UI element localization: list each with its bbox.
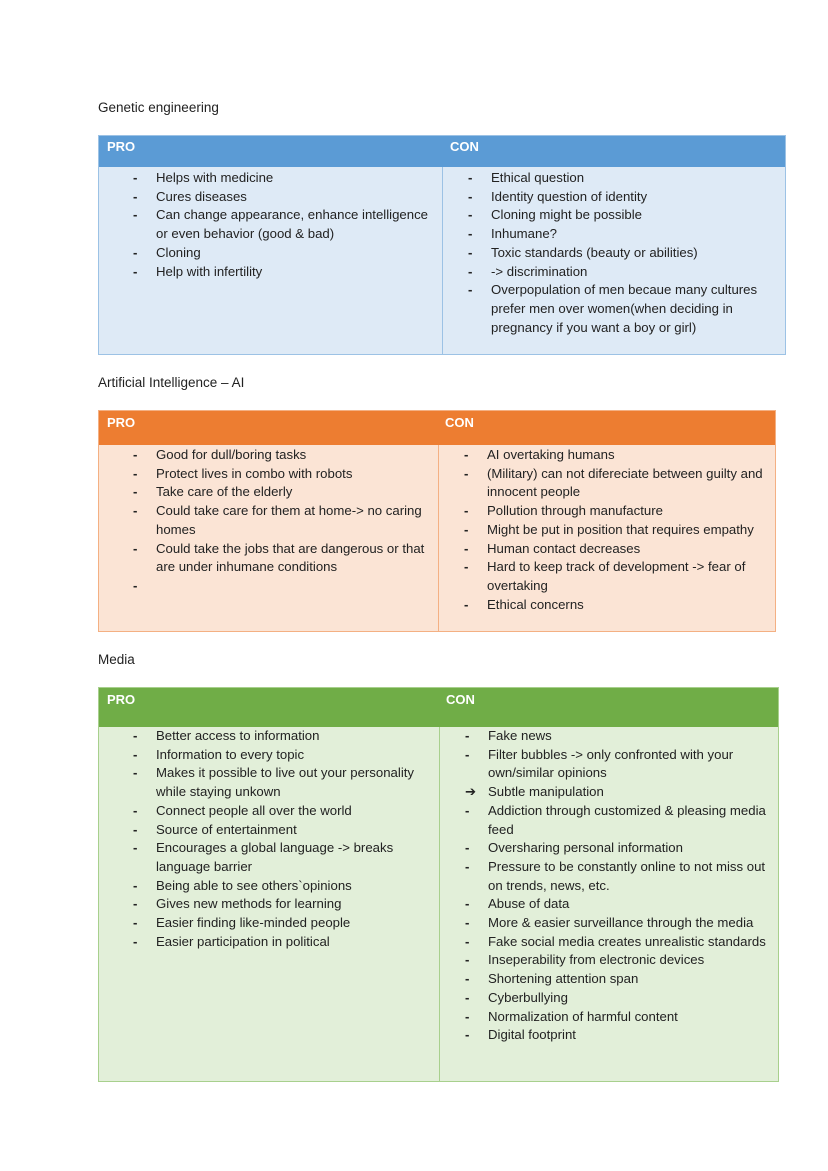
list-item-text: Can change appearance, enhance intelligence or even behavior (good & bad) xyxy=(156,207,429,242)
pro-list-item xyxy=(99,465,438,484)
arrow-bullet-icon: ➔ xyxy=(465,784,477,800)
dash-bullet-icon: - xyxy=(133,765,138,781)
dash-bullet-icon: - xyxy=(133,263,138,279)
con-list-item xyxy=(434,206,785,225)
con-list-item xyxy=(430,596,775,615)
dash-bullet-icon: - xyxy=(465,989,470,1005)
con-list-item xyxy=(430,521,775,540)
pro-list-item xyxy=(99,502,438,539)
section-title-genetic: Genetic engineering xyxy=(98,100,219,115)
table-genetic-engineering xyxy=(98,135,786,355)
con-list-item xyxy=(431,1026,778,1045)
list-item-text: Shortening attention span xyxy=(488,971,639,987)
list-item-text: Connect people all over the world xyxy=(156,802,352,818)
con-list-item xyxy=(434,225,785,244)
pro-list-item xyxy=(99,746,439,765)
list-item-text: Gives new methods for learning xyxy=(156,896,342,912)
con-list-item xyxy=(430,540,775,559)
dash-bullet-icon: - xyxy=(133,728,138,743)
dash-bullet-icon: - xyxy=(133,188,138,204)
pro-list-item xyxy=(99,933,439,952)
dash-bullet-icon: - xyxy=(465,933,470,949)
con-list-item xyxy=(431,914,778,933)
con-list-item xyxy=(434,169,785,188)
dash-bullet-icon: - xyxy=(465,915,470,931)
dash-bullet-icon: - xyxy=(133,170,138,185)
table-header xyxy=(99,411,775,445)
pro-list-item xyxy=(99,446,438,465)
list-item-text: Cures diseases xyxy=(156,188,247,204)
dash-bullet-icon: - xyxy=(468,244,473,260)
dash-bullet-icon: - xyxy=(465,728,470,743)
dash-bullet-icon: - xyxy=(464,596,469,612)
con-list-item xyxy=(430,558,775,595)
list-item-text: Encourages a global language -> breaks language barrier xyxy=(156,840,394,874)
list-item-text: -> discrimination xyxy=(491,263,588,279)
list-item-text: Pollution through manufacture xyxy=(487,503,663,519)
con-header: CON xyxy=(445,415,474,430)
pro-list-item xyxy=(99,244,442,263)
list-item-text: Inseperability from electronic devices xyxy=(488,952,705,968)
dash-bullet-icon: - xyxy=(468,170,473,185)
list-item-text: Inhumane? xyxy=(491,226,557,242)
list-item-text: Toxic standards (beauty or abilities) xyxy=(491,244,698,260)
list-item-text: Pressure to be constantly online to not miss out on trends, news, etc. xyxy=(488,858,766,893)
pro-header: PRO xyxy=(107,692,136,707)
dash-bullet-icon: - xyxy=(133,447,138,462)
con-list-item xyxy=(431,783,778,802)
list-item-text: Fake social media creates unrealistic standards xyxy=(488,933,766,949)
con-list-item xyxy=(430,446,775,465)
dash-bullet-icon: - xyxy=(464,465,469,481)
dash-bullet-icon: - xyxy=(464,559,469,575)
con-list-item xyxy=(431,1008,778,1027)
con-list-item xyxy=(431,951,778,970)
dash-bullet-icon: - xyxy=(133,821,138,837)
dash-bullet-icon: - xyxy=(465,1008,470,1024)
pro-list-item xyxy=(99,895,439,914)
con-list-item xyxy=(434,281,785,337)
list-item-text: Easier finding like-minded people xyxy=(156,915,351,931)
pro-header: PRO xyxy=(107,139,136,154)
dash-bullet-icon: - xyxy=(133,840,138,856)
list-item-text: Take care of the elderly xyxy=(156,484,293,500)
dash-bullet-icon: - xyxy=(133,915,138,931)
dash-bullet-icon: - xyxy=(465,1027,470,1043)
list-item-text: Helps with medicine xyxy=(156,170,274,185)
pro-list-item xyxy=(99,540,438,577)
dash-bullet-icon: - xyxy=(468,188,473,204)
con-list-item xyxy=(431,895,778,914)
dash-bullet-icon: - xyxy=(464,540,469,556)
dash-bullet-icon: - xyxy=(465,896,470,912)
dash-bullet-icon: - xyxy=(133,933,138,949)
list-item-text: Human contact decreases xyxy=(487,540,641,556)
con-list-item xyxy=(431,989,778,1008)
list-item-text: (Military) can not difereciate between guilty and innocent people xyxy=(487,465,763,500)
con-column xyxy=(439,727,778,1081)
list-item-text: More & easier surveillance through the media xyxy=(488,915,754,931)
con-list-item xyxy=(431,933,778,952)
list-item-text: Help with infertility xyxy=(156,263,263,279)
con-list-item xyxy=(434,263,785,282)
dash-bullet-icon: - xyxy=(465,746,470,762)
pro-list-item xyxy=(99,727,439,746)
pro-list-item xyxy=(99,914,439,933)
list-item-text: Ethical concerns xyxy=(487,596,584,612)
pro-list-item xyxy=(99,263,442,282)
list-item-text: Could take the jobs that are dangerous or that are under inhumane conditions xyxy=(156,540,425,575)
list-item-text: AI overtaking humans xyxy=(487,447,615,462)
dash-bullet-icon: - xyxy=(465,840,470,856)
list-item-text: Fake news xyxy=(488,728,552,743)
con-list-item xyxy=(431,727,778,746)
dash-bullet-icon: - xyxy=(133,244,138,260)
pro-list-item xyxy=(99,169,442,188)
pro-list-item xyxy=(99,821,439,840)
list-item-text: Makes it possible to live out your personality while staying unkown xyxy=(156,765,415,800)
dash-bullet-icon: - xyxy=(464,447,469,462)
con-list-item xyxy=(434,188,785,207)
dash-bullet-icon: - xyxy=(465,971,470,987)
con-list-item xyxy=(431,839,778,858)
dash-bullet-icon: - xyxy=(465,952,470,968)
list-item-text: Good for dull/boring tasks xyxy=(156,447,307,462)
list-item-text: Information to every topic xyxy=(156,746,305,762)
list-item-text: Cyberbullying xyxy=(488,989,568,1005)
list-item-text: Subtle manipulation xyxy=(488,784,604,800)
table-media xyxy=(98,687,779,1082)
list-item-text: Addiction through customized & pleasing media feed xyxy=(488,802,766,837)
dash-bullet-icon: - xyxy=(465,858,470,874)
list-item-text: Digital footprint xyxy=(488,1027,576,1043)
list-item-text: Cloning xyxy=(156,244,201,260)
section-title-media: Media xyxy=(98,652,135,667)
dash-bullet-icon: - xyxy=(464,521,469,537)
pro-list-item xyxy=(99,188,442,207)
con-list-item xyxy=(434,244,785,263)
pro-list-item xyxy=(99,483,438,502)
dash-bullet-icon: - xyxy=(133,746,138,762)
list-item-text: Could take care for them at home-> no caring homes xyxy=(156,503,422,537)
dash-bullet-icon: - xyxy=(464,503,469,519)
list-item-text: Ethical question xyxy=(491,170,585,185)
dash-bullet-icon: - xyxy=(468,263,473,279)
dash-bullet-icon: - xyxy=(468,282,473,298)
con-header: CON xyxy=(446,692,475,707)
pro-list-item xyxy=(99,764,439,801)
list-item-text: Abuse of data xyxy=(488,896,570,912)
dash-bullet-icon: - xyxy=(468,226,473,242)
list-item-text: Overpopulation of men becaue many cultures prefer men over women(when deciding in pregnancy if you want a boy or girl) xyxy=(491,282,758,335)
dash-bullet-icon: - xyxy=(133,484,138,500)
pro-column xyxy=(99,167,442,354)
dash-bullet-icon: - xyxy=(468,207,473,223)
list-item-text: Easier participation in political xyxy=(156,933,330,949)
list-item-text: Source of entertainment xyxy=(156,821,297,837)
list-item-text: Better access to information xyxy=(156,728,320,743)
table-artificial-intelligence xyxy=(98,410,776,632)
con-header: CON xyxy=(450,139,479,154)
con-list-item xyxy=(430,502,775,521)
table-header xyxy=(99,688,778,727)
list-item-text: Filter bubbles -> only confronted with your own/similar opinions xyxy=(488,746,734,781)
list-item-text: Being able to see others`opinions xyxy=(156,877,352,893)
dash-bullet-icon: - xyxy=(133,877,138,893)
dash-bullet-icon: - xyxy=(465,802,470,818)
section-title-ai: Artificial Intelligence – AI xyxy=(98,375,245,390)
dash-bullet-icon: - xyxy=(133,896,138,912)
con-list-item xyxy=(431,970,778,989)
list-item-text: Protect lives in combo with robots xyxy=(156,465,353,481)
pro-list-item xyxy=(99,877,439,896)
list-item-text: Normalization of harmful content xyxy=(488,1008,678,1024)
con-column xyxy=(442,167,785,354)
pro-list-item xyxy=(99,839,439,876)
dash-bullet-icon: - xyxy=(133,465,138,481)
pro-list-item xyxy=(99,206,442,243)
list-item-text: Might be put in position that requires empathy xyxy=(487,521,754,537)
dash-bullet-icon: - xyxy=(133,503,138,519)
dash-bullet-icon: - xyxy=(133,802,138,818)
con-list-item xyxy=(431,802,778,839)
dash-bullet-icon: - xyxy=(133,540,138,556)
list-item-text: Cloning might be possible xyxy=(491,207,643,223)
con-column xyxy=(438,445,775,631)
list-item-text: Oversharing personal information xyxy=(488,840,683,856)
pro-column xyxy=(99,445,438,631)
con-list-item xyxy=(430,465,775,502)
con-list-item xyxy=(431,858,778,895)
list-item-text: Hard to keep track of development -> fear of overtaking xyxy=(487,559,746,593)
list-item-text: Identity question of identity xyxy=(491,188,648,204)
table-header xyxy=(99,136,785,167)
dash-bullet-icon: - xyxy=(133,207,138,223)
dash-bullet-icon: - xyxy=(133,577,138,593)
pro-list-item xyxy=(99,802,439,821)
con-list-item xyxy=(431,746,778,783)
pro-column xyxy=(99,727,439,1081)
pro-header: PRO xyxy=(107,415,136,430)
